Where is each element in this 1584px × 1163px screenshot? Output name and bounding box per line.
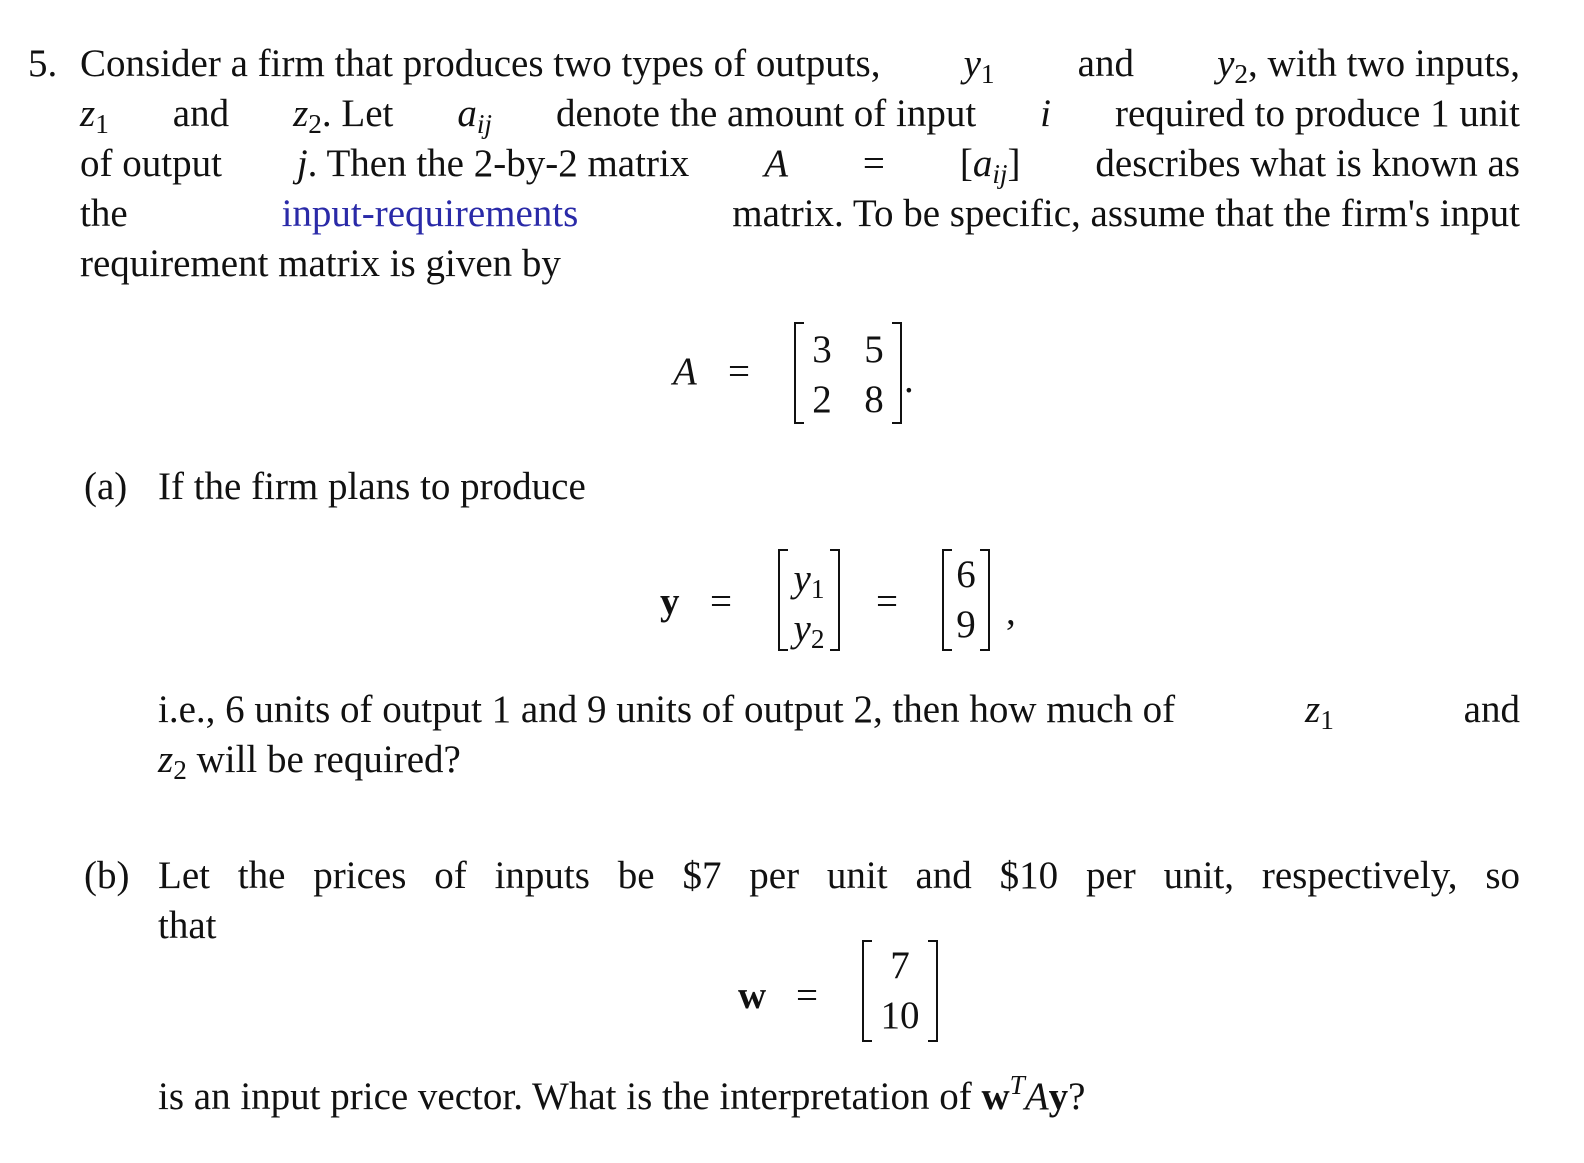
vector-y-equals: = xyxy=(710,580,732,623)
intro-line-5: requirement matrix is given by xyxy=(80,242,561,285)
intro-text: matrix. To be specific, assume that the firm's input xyxy=(732,192,1520,235)
matrix-a-label: A xyxy=(673,350,697,393)
math-aij: aij xyxy=(457,92,492,139)
vector-y-value: 9 xyxy=(956,603,976,646)
part-b-text-1: Let the prices of inputs be $7 per unit and $10 per unit, respectively, so xyxy=(158,854,1520,897)
math-j: j. Then the 2-by-2 matrix xyxy=(296,142,690,185)
math-z2: $z_2$ xyxy=(158,738,187,785)
part-b-text-2: that xyxy=(158,904,217,947)
vector-y-values xyxy=(942,549,990,651)
vector-y-entry-y1: $y_1$ xyxy=(793,557,825,604)
math-z1: $z_1$ xyxy=(1305,688,1334,735)
matrix-a-period: . xyxy=(904,358,914,401)
problem-number: 5. xyxy=(28,42,58,85)
math-aij-matrix: [aij] xyxy=(959,142,1021,189)
vector-w-equals: = xyxy=(796,974,818,1017)
intro-line-2 xyxy=(80,94,1520,138)
part-a-label: (a) xyxy=(84,465,128,508)
math-i: i xyxy=(1040,92,1051,135)
vector-y-entry-y2: $y_2$ xyxy=(793,607,825,654)
part-a-followup-1 xyxy=(158,690,1520,734)
math-z1: $z_1$ xyxy=(80,92,109,139)
intro-line-4 xyxy=(80,194,1520,233)
vector-w-label: w xyxy=(738,974,767,1017)
matrix-a xyxy=(794,322,902,424)
matrix-a-cell: 3 xyxy=(812,328,832,371)
intro-text: of output xyxy=(80,142,222,185)
intro-text: describes what is known as xyxy=(1095,142,1520,185)
vector-y-comma: , xyxy=(1006,590,1016,633)
matrix-a-cell: 8 xyxy=(864,378,884,421)
math-A: A xyxy=(764,142,789,185)
part-a-followup-2 xyxy=(158,740,461,784)
vector-y-equals-2: = xyxy=(876,580,898,623)
part-b-question: is an input price vector. What is the interpretation of $w^TAy$? xyxy=(158,1070,1086,1118)
matrix-a-equals: = xyxy=(728,350,750,393)
math-y1: $y_1$ xyxy=(963,42,995,89)
followup-text: will be required? xyxy=(196,738,461,781)
vector-w-value: 10 xyxy=(880,994,920,1037)
intro-text: and xyxy=(1077,42,1134,85)
followup-text: i.e., 6 units of output 1 and 9 units of output 2, then how much of xyxy=(158,688,1176,731)
vector-w xyxy=(862,940,938,1042)
intro-text: denote the amount of input xyxy=(555,92,977,135)
vector-y-symbolic xyxy=(778,549,840,654)
intro-text: the xyxy=(80,192,128,235)
part-a-text: If the firm plans to produce xyxy=(158,465,586,508)
matrix-a-cell: 5 xyxy=(864,328,884,371)
question-text: is an input price vector. What is the interpretation of xyxy=(158,1075,972,1118)
math-equals: = xyxy=(862,142,885,185)
intro-line-1 xyxy=(80,44,1520,88)
intro-line-3 xyxy=(80,144,1520,188)
matrix-a-cell: 2 xyxy=(812,378,832,421)
part-b-label: (b) xyxy=(84,854,130,897)
vector-w-value: 7 xyxy=(890,944,910,987)
input-requirements-link[interactable]: input-requirements xyxy=(281,192,579,235)
math-z2: $z_2$. Let xyxy=(293,92,394,139)
math-y2: $y_2$, with two inputs, xyxy=(1217,42,1520,89)
intro-text: and xyxy=(172,92,230,135)
vector-y-value: 6 xyxy=(956,553,976,596)
intro-text: Consider a firm that produces two types of outputs, xyxy=(80,42,881,85)
intro-text: required to produce 1 unit xyxy=(1114,92,1520,135)
vector-y-label: y xyxy=(660,580,680,623)
followup-text: and xyxy=(1463,688,1520,731)
math-wTAy: $w^TAy$ xyxy=(981,1070,1069,1118)
